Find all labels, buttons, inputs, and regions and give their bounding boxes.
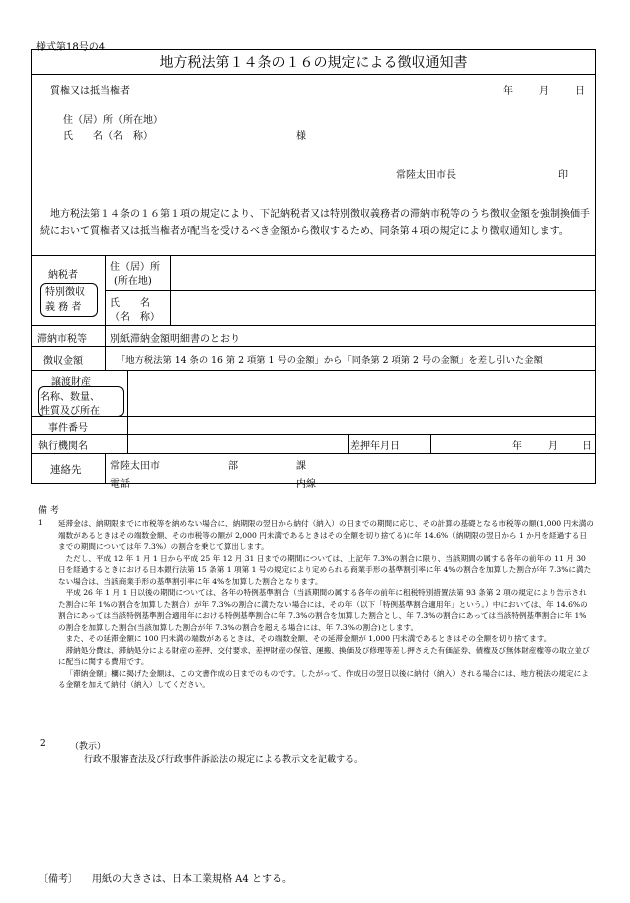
body-paragraph: 地方税法第１４条の１６第１項の規定により、下記納税者又は特別徴収義務者の滞納市税等のうち徴収金額を強制換価手続において質権者又は抵当権者が配当を受けるべき金額から徴収するため、同条第４項の規定により徴収通知します。	[40, 209, 590, 237]
seizure-year: 年	[512, 441, 522, 452]
note-1-paragraph-4: また、その延滞金額に 100 円未満の端数があるときは、その端数金額、その延滞金額が 1,000 円未満であるときはその全額を切り捨てます。	[65, 634, 552, 643]
taxpayer-address-label: 住（居）所	[110, 262, 160, 273]
contact-col-line	[105, 453, 106, 484]
table-top-line	[32, 255, 595, 256]
title-divider	[32, 74, 595, 75]
date-month: 月	[539, 86, 549, 97]
footer-label: 〔備考〕	[38, 874, 78, 885]
delinquent-label: 滞納市税等	[37, 334, 87, 345]
notes-heading: 備 考	[38, 506, 59, 516]
collection-label: 徴収金額	[43, 356, 83, 367]
taxpayer-col-line	[105, 255, 106, 326]
row-line-2	[32, 346, 595, 347]
name-label: 氏 名（名 称）	[63, 131, 153, 142]
note-1-paragraph-5: 滞納処分費は、滞納処分による財産の差押、交付要求、差押財産の保管、運搬、換価及び修理等差し押さえた有価証券、債権及び無体財産権等の取立並びに配当に関する費用です。	[58, 645, 590, 666]
row-col-line-a	[105, 325, 106, 370]
contact-section: 課	[296, 461, 306, 472]
contact-extension: 内線	[296, 479, 316, 490]
note-1-number: 1	[38, 518, 43, 527]
footer-text: 用紙の大きさは、日本工業規格 A4 とする。	[92, 874, 292, 885]
row-col-line-c	[127, 434, 128, 453]
property-detail-label-1: 名称、数量、	[40, 392, 100, 403]
seizure-month: 月	[548, 441, 558, 452]
property-detail-label-2: 性質及び所在	[40, 406, 100, 417]
recipient-label: 質権又は抵当権者	[50, 86, 130, 97]
note-1-paragraph-6: 「滞納金額」欄に掲げた金額は、この文書作成の日までのものです。したがって、作成日の翌日以後に納付（納入）される場合には、地方税法の規定による金額を加えて納付（納入）してください。	[58, 668, 589, 689]
taxpayer-title-label: （名 称）	[110, 312, 160, 323]
case-number-label: 事件番号	[48, 423, 88, 434]
taxpayer-location-label: (所在地)	[114, 276, 152, 287]
contact-phone: 電話	[110, 479, 130, 490]
collection-value: 「地方税法第 14 条の 16 第 2 項第 1 号の金額」から「同条第 2 項第 2 号の金額」を差し引いた金額	[116, 355, 543, 366]
document-title: 地方税法第１４条の１６の規定による徴収通知書	[159, 55, 468, 71]
row-line-3	[32, 370, 595, 371]
note-2-number: 2	[40, 739, 46, 749]
note-2-title: （教示）	[70, 742, 107, 752]
note-1-paragraph-3: 平成 26 年 1 月 1 日以後の期間については、各年の特例基準割合（当該期間の属する各年の前年に租税特別措置法第 93 条第 2 項の規定により告示された割合に年 1%の割合を加算した割合）が年 7.3%の割合に満たない場合には、その年（以下「特例基準割合適用年」という。）中においては、年 14.6%の割合にあっては当該特例基準割合適用年における特例基準割合に年 7.3%の割合を加算した割合とし、年 7.3%の割合にあっては当該特例基準割合に年 1%の割合を加算した割合(当該加算した割合が年 7.3%の割合を超える場合には、年 7.3%の割合)とします。	[58, 588, 588, 632]
note-2-text: 行政不服審査法及び行政事件訴訟法の規定による教示文を記載する。	[84, 755, 364, 765]
date-day: 日	[575, 86, 585, 97]
property-label: 譲渡財産	[51, 377, 91, 388]
note-1-paragraph-2: ただし、平成 12 年 1 月 1 日から平成 25 年 12 月 31 日までの期間については、上記年 7.3%の割合に限り、当該期間の属する各年の前年の 11 月 30 日を経過するときにおける日本銀行法第 15 条第 1 項第 1 号の規定により定められる商業手形の基準割引率に年 4%の割合を加算した割合が年 7.3%に満たない場合は、当該商業手形の基準割引率に年 4%を加算した割合となります。	[58, 553, 592, 586]
taxpayer-name-label: 氏 名	[110, 298, 150, 309]
row-line-6	[32, 453, 595, 454]
seizure-date-label: 差押年月日	[350, 441, 400, 452]
issuer-name: 常陸太田市長	[396, 170, 456, 181]
taxpayer-label-col-line	[170, 255, 171, 326]
seal-mark: 印	[558, 170, 568, 181]
contact-label: 連絡先	[50, 464, 82, 476]
date-year: 年	[503, 86, 513, 97]
delinquent-value: 別紙滞納金額明細書のとおり	[110, 334, 240, 345]
taxpayer-inner-line	[105, 290, 595, 291]
address-label: 住（居）所（所在地）	[63, 115, 163, 126]
notes-list	[58, 518, 594, 691]
seizure-col-line-1	[348, 434, 349, 453]
taxpayer-label: 納税者	[48, 270, 78, 281]
seizure-day: 日	[582, 441, 592, 452]
row-line-5	[32, 434, 595, 435]
contact-dept: 部	[228, 461, 238, 472]
agency-label: 執行機関名	[38, 441, 88, 452]
special-collector-label: 特別徴収	[45, 287, 85, 298]
honorific: 様	[296, 131, 306, 142]
row-col-line-b	[127, 370, 128, 434]
note-1-paragraph-1: 延滞金は、納期限までに市税等を納めない場合に、納期限の翌日から納付（納入）の日までの期間に応じ、その計算の基礎となる市税等の額(1,000 円未満の端数があるときはその端数金額、その市税等の額が 2,000 円未満であるときはその全額を切り捨てる)に年 14.6%（納期限の翌日から 1 か月を経過する日までの期間については年 7.3%）の割合を乗じて算出します。	[58, 519, 594, 551]
obligor-label: 義 務 者	[45, 302, 82, 313]
row-line-1	[32, 325, 595, 326]
form-number: 様式第18号の4	[36, 42, 106, 53]
contact-city: 常陸太田市	[110, 461, 160, 472]
seizure-col-line-2	[430, 434, 431, 453]
